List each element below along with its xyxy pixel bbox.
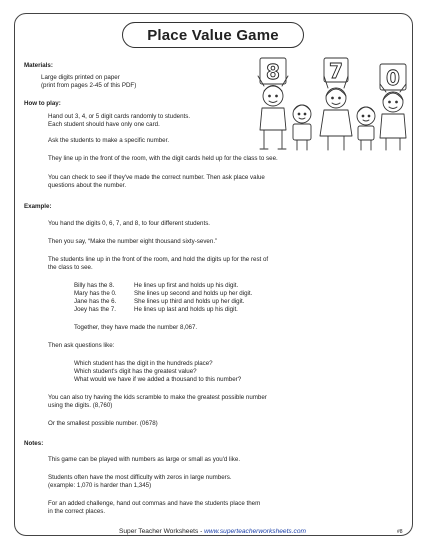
example-p3a: The students line up in the front of the room, and hold the digits up for the rest of	[48, 256, 269, 263]
how-to-play-p2: Ask the students to make a specific number.	[48, 137, 170, 144]
title-pill	[122, 22, 304, 48]
kid-4	[357, 107, 375, 150]
notes-p3a: For an added challenge, hand out commas and have the students place them	[48, 500, 261, 507]
how-to-play-heading: How to play:	[24, 100, 61, 107]
example-p2: Then you say, “Make the number eight thousand sixty-seven.”	[48, 238, 218, 245]
card-digit-3: 0	[386, 66, 400, 90]
kid-2	[293, 105, 311, 150]
page-title: Place Value Game	[147, 26, 279, 44]
materials-line-2: (print from pages 2-45 of this PDF)	[41, 82, 137, 89]
example-scramble-b: using the digits. (8,760)	[48, 402, 113, 409]
footer	[0, 528, 425, 535]
example-scramble-a: You can also try having the kids scramble to make the greatest possible number	[48, 394, 267, 401]
example-then-ask: Then ask questions like:	[48, 342, 115, 349]
footer-text: Super Teacher Worksheets -	[118, 528, 205, 535]
student-action-3: She lines up third and holds up her digit.	[134, 298, 245, 305]
notes-p2a: Students often have the most difficulty with zeros in large numbers.	[48, 474, 232, 481]
question-1: Which student has the digit in the hundreds place?	[74, 360, 213, 367]
question-2: Which student's digit has the greatest value?	[74, 368, 197, 375]
student-action-2: She lines up second and holds up her digit.	[134, 290, 253, 297]
student-action-4: He lines up last and holds up his digit.	[134, 306, 238, 313]
kids-holding-digit-cards-illustration	[238, 56, 413, 154]
student-who-4: Joey has the 7.	[74, 306, 116, 313]
example-p1: You hand the digits 0, 6, 7, and 8, to four different students.	[48, 220, 211, 227]
materials-line-1: Large digits printed on paper	[41, 74, 120, 81]
how-to-play-p1b: Each student should have only one card.	[48, 121, 160, 128]
how-to-play-p3: They line up in the front of the room, with the digit cards held up for the class to see.	[48, 155, 278, 162]
student-who-1: Billy has the 8.	[74, 282, 115, 289]
student-action-1: He lines up first and holds up his digit.	[134, 282, 239, 289]
student-who-3: Jane has the 6.	[74, 298, 117, 305]
notes-p2b: (example: 1,070 is harder than 1,345)	[48, 482, 152, 489]
card-digit-1: 8	[266, 60, 280, 84]
notes-p3b: in the correct places.	[48, 508, 106, 515]
notes-p1: This game can be played with numbers as large or small as you'd like.	[48, 456, 241, 463]
question-3: What would we have if we added a thousand to this number?	[74, 376, 242, 383]
how-to-play-p1a: Hand out 3, 4, or 5 digit cards randomly to students.	[48, 113, 191, 120]
example-p3b: the class to see.	[48, 264, 93, 271]
notes-heading: Notes:	[24, 440, 44, 447]
example-smallest: Or the smallest possible number. (0678)	[48, 420, 158, 427]
how-to-play-p4a: You can check to see if they've made the correct number. Then ask place value	[48, 174, 265, 181]
footer-link[interactable]: www.superteacherworksheets.com	[204, 528, 307, 535]
example-heading: Example:	[24, 203, 52, 210]
example-together: Together, they have made the number 8,067.	[74, 324, 198, 331]
materials-heading: Materials:	[24, 62, 53, 69]
student-who-2: Mary has the 0.	[74, 290, 117, 297]
page-number: #8	[397, 529, 403, 535]
card-digit-2: 7	[329, 59, 343, 83]
how-to-play-p4b: questions about the number.	[48, 182, 127, 189]
